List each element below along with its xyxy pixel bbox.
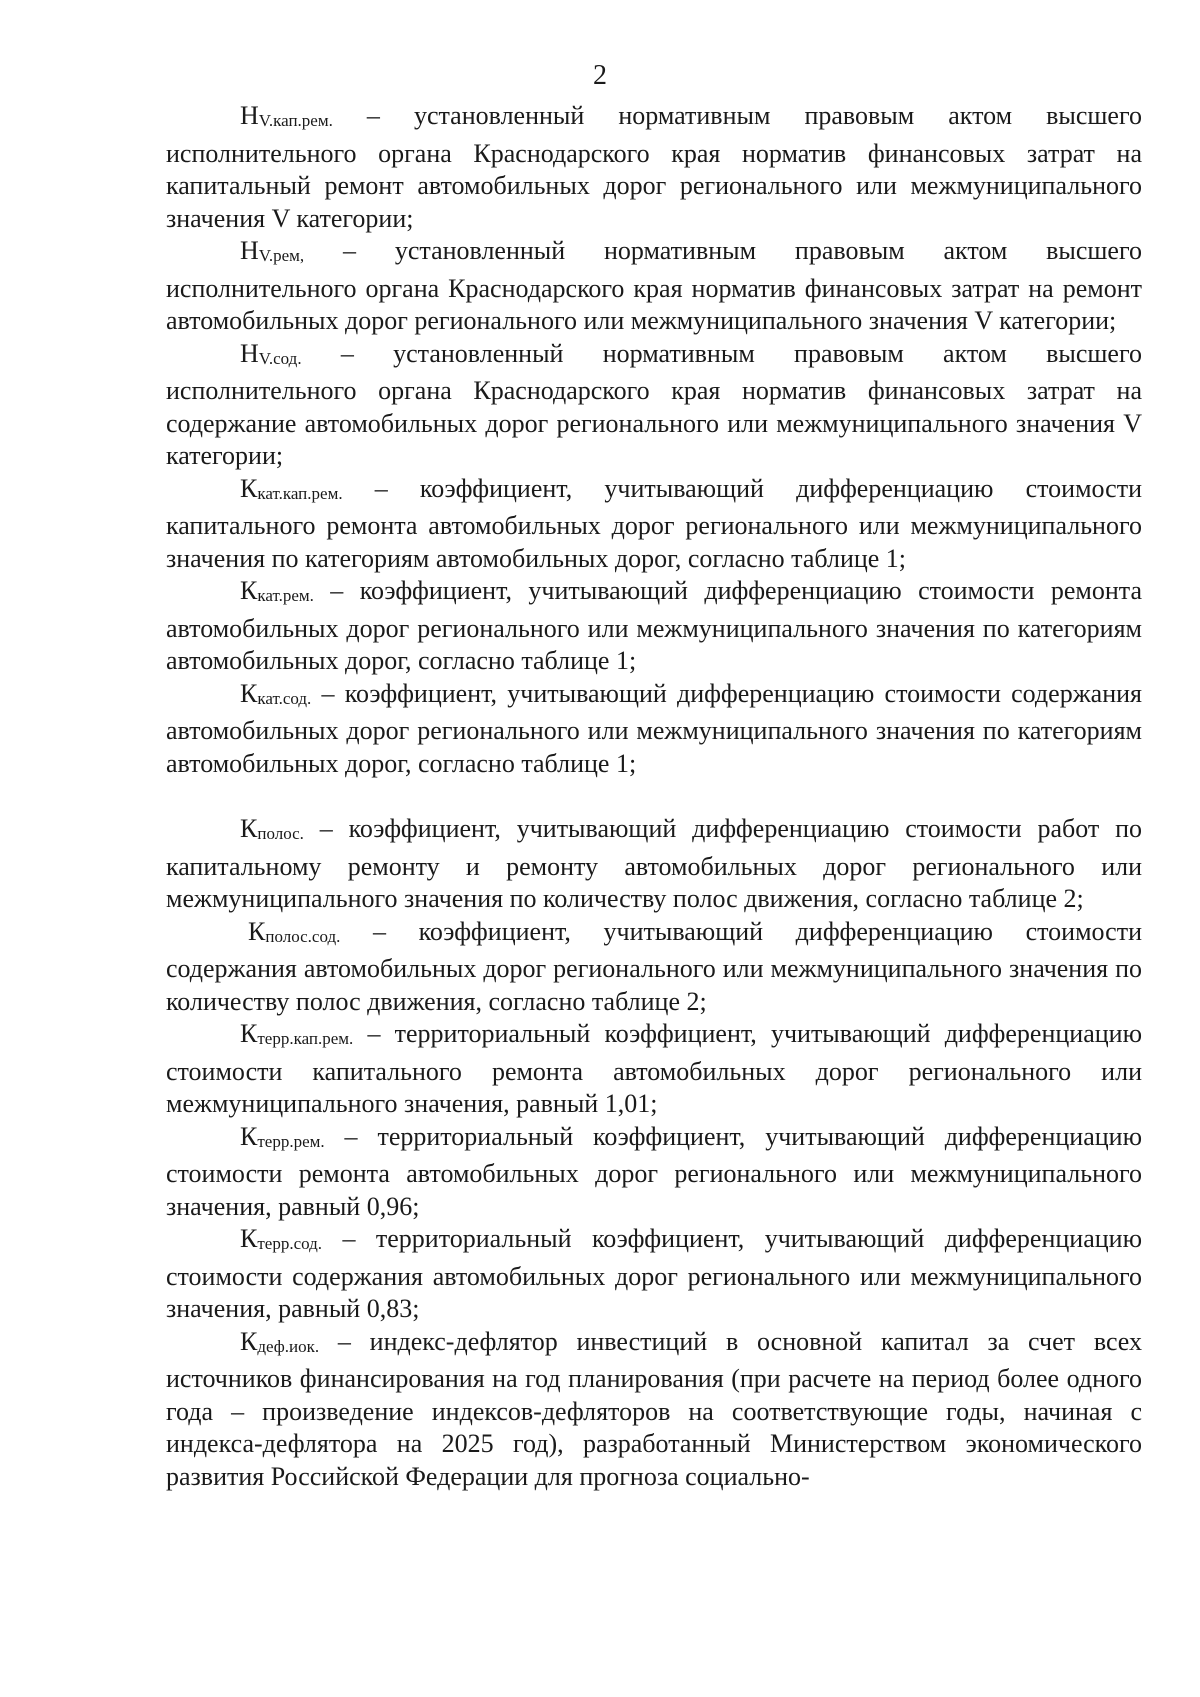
definition-text: – территориальный коэффициент, учитывающий дифференциацию стоимости содержания автомобильных дорог регионального или межмуниципального значения, равный 0,83; — [166, 1224, 1142, 1323]
definition-paragraph — [166, 1223, 1142, 1326]
formula-symbol: $К_{полос.}$ — [240, 814, 304, 843]
definition-paragraph — [166, 1121, 1142, 1224]
definition-text: – коэффициент, учитывающий дифференциацию стоимости содержания автомобильных дорог регионального или межмуниципального значения по категориям автомобильных дорог, согласно таблице 1; — [166, 678, 1142, 778]
definition-paragraph — [166, 1018, 1142, 1121]
definition-text: – коэффициент, учитывающий дифференциацию стоимости капитального ремонта автомобильных дорог регионального или межмуниципального значения по категориям автомобильных дорог, согласно таблице 1; — [166, 473, 1142, 573]
definition-text: – территориальный коэффициент, учитывающий дифференциацию стоимости капитального ремонта автомобильных дорог регионального или межмуниципального значения, равный 1,01; — [166, 1019, 1142, 1118]
definition-paragraph — [166, 813, 1142, 916]
definition-text: – территориальный коэффициент, учитывающий дифференциацию стоимости ремонта автомобильных дорог регионального или межмуниципального значения, равный 0,96; — [166, 1121, 1142, 1221]
formula-symbol: $Н_{V.сод.}$ — [240, 338, 302, 368]
formula-symbol: $Н_{V.кап.рем.}$ — [240, 101, 333, 130]
definition-paragraph — [166, 916, 1142, 1019]
definition-text: – установленный нормативным правовым актом высшего исполнительного органа Краснодарского края норматив финансовых затрат на капитальный ремонт автомобильных дорог регионального или межмуниципального значения V категории; — [166, 101, 1142, 233]
definition-text: – коэффициент, учитывающий дифференциацию стоимости ремонта автомобильных дорог регионального или межмуниципального значения по категориям автомобильных дорог, согласно таблице 1; — [166, 576, 1142, 675]
formula-symbol: $К_{терр.кап.рем.}$ — [240, 1019, 354, 1048]
formula-symbol: $К_{деф.иок.}$ — [240, 1326, 320, 1356]
formula-symbol: $К_{полос.сод.}$ — [248, 916, 341, 946]
definition-paragraph — [166, 1326, 1142, 1494]
document-body — [166, 100, 1142, 1493]
definition-paragraph — [166, 678, 1142, 781]
definition-paragraph — [166, 338, 1142, 473]
formula-symbol: $К_{кат.кап.рем.}$ — [240, 473, 343, 503]
definition-text: – установленный нормативным правовым актом высшего исполнительного органа Краснодарского края норматив финансовых затрат на ремонт автомобильных дорог регионального или межмуниципального значения V категории; — [166, 236, 1142, 335]
formula-symbol: $К_{кат.рем.}$ — [240, 576, 314, 605]
formula-symbol: $К_{терр.рем.}$ — [240, 1121, 325, 1151]
formula-symbol: $К_{терр.сод.}$ — [240, 1224, 323, 1253]
definition-text: – установленный нормативным правовым актом высшего исполнительного органа Краснодарского края норматив финансовых затрат на содержание автомобильных дорог регионального или межмуниципального значения V категории; — [166, 338, 1142, 470]
formula-symbol: $Н_{V.рем,}$ — [240, 236, 305, 265]
definition-text: – коэффициент, учитывающий дифференциацию стоимости работ по капитальному ремонту и ремонту автомобильных дорог регионального или межмуниципального значения по количеству полос движения, согласно таблице 2; — [166, 814, 1142, 913]
page-number: 2 — [593, 60, 607, 91]
definition-paragraph — [166, 473, 1142, 576]
definition-paragraph — [166, 235, 1142, 338]
definition-paragraph — [166, 100, 1142, 235]
definition-text: – коэффициент, учитывающий дифференциацию стоимости содержания автомобильных дорог регионального или межмуниципального значения по количеству полос движения, согласно таблице 2; — [166, 916, 1142, 1016]
definition-paragraph — [166, 575, 1142, 678]
formula-symbol: $К_{кат.сод.}$ — [240, 678, 312, 708]
definition-text: – индекс-дефлятор инвестиций в основной капитал за счет всех источников финансирования на год планирования (при расчете на период более одного года – произведение индексов-дефляторов на соответствующие годы, начиная с индекса-дефлятора на 2025 год), разработанный Министерством экономического развития Российской Федерации для прогноза социально- — [166, 1326, 1142, 1491]
